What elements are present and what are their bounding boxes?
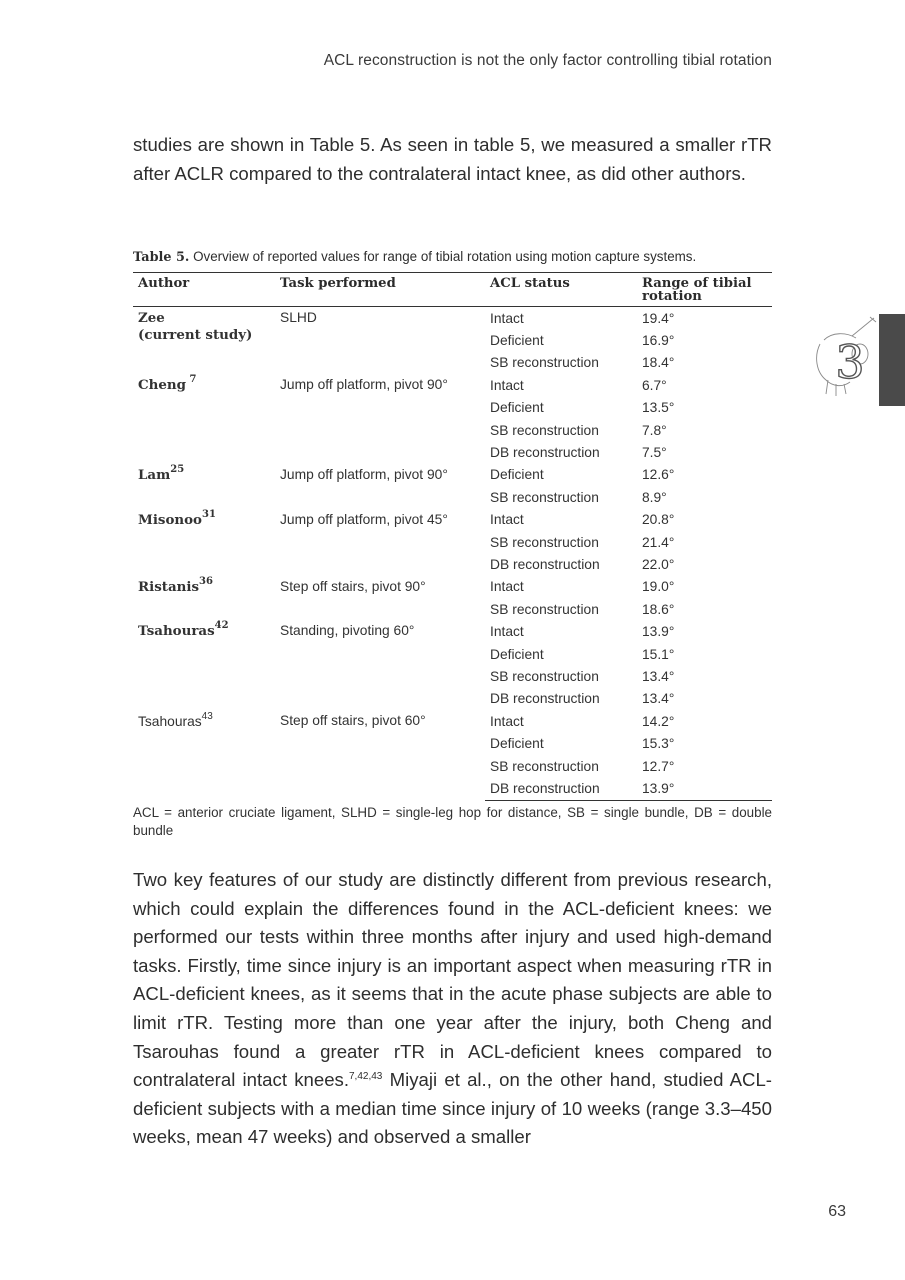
acl-status-cell: Deficient [490,646,544,662]
acl-status-cell: Deficient [490,736,544,752]
rotation-value-cell: 20.8° [642,512,675,528]
header-task: Task performed [280,276,396,291]
reference-superscript: 7 [186,374,197,386]
author-name: Ristanis [138,578,199,595]
acl-status-cell: SB reconstruction [490,668,599,684]
reference-superscript: 43 [201,711,213,723]
reference-superscript: 42 [214,620,229,632]
acl-status-cell: SB reconstruction [490,489,599,505]
rotation-value-cell: 7.5° [642,445,667,461]
acl-status-cell: Intact [490,579,524,595]
rotation-value-cell: 13.5° [642,400,675,416]
citation-superscript: 7,42,43 [349,1071,383,1083]
chapter-tab [879,314,905,406]
rotation-value-cell: 13.9° [642,624,675,640]
author-name: Cheng [138,377,187,394]
rotation-value-cell: 7.8° [642,422,667,438]
rotation-value-cell: 15.3° [642,736,675,752]
author-name: Tsahouras [138,623,215,640]
author-cell [133,307,275,375]
rotation-value-cell: 8.9° [642,489,667,505]
acl-status-cell: Deficient [490,333,544,349]
rotation-value-cell: 13.4° [642,691,675,707]
header-range: Range of tibial rotation [642,276,752,304]
header-acl-status: ACL status [490,276,570,291]
author-cell [133,576,275,621]
table-row [133,464,772,486]
task-cell: Step off stairs, pivot 90° [280,578,426,594]
table-row [133,509,772,531]
author-cell [133,620,275,710]
rotation-value-cell: 13.9° [637,777,772,800]
acl-status-cell: DB reconstruction [490,445,600,461]
acl-status-cell: SB reconstruction [490,422,599,438]
rotation-value-cell: 16.9° [642,333,675,349]
table-body [133,307,772,801]
table-caption-text: Overview of reported values for range of tibial rotation using motion capture systems. [189,249,697,264]
rotation-value-cell: 18.6° [642,601,675,617]
rotation-value-cell: 12.6° [642,467,675,483]
intro-paragraph: studies are shown in Table 5. As seen in table 5, we measured a smaller rTR after ACLR compared to the contralateral intact knee, as did other authors. [133,134,772,184]
acl-status-cell: DB reconstruction [485,777,637,800]
body-paragraph [133,866,772,1152]
acl-status-cell: Intact [490,512,524,528]
running-title: ACL reconstruction is not the only factor controlling tibial rotation [323,52,772,69]
author-name: Zee [138,310,165,326]
task-cell: SLHD [280,310,317,325]
acl-status-cell: Deficient [490,400,544,416]
reference-superscript: 36 [198,575,213,587]
task-cell: Standing, pivoting 60° [280,623,415,639]
rotation-value-cell: 12.7° [642,758,675,774]
acl-status-cell: DB reconstruction [490,556,600,572]
author-name: Misonoo [138,511,202,528]
author-cell [133,710,275,800]
rotation-value-cell: 19.0° [642,579,675,595]
page-number: 63 [828,1203,846,1220]
table-caption-label: Table 5. [133,250,190,265]
author-name: Lam [138,466,171,483]
table-row [133,374,772,396]
table-row [133,576,772,598]
task-cell: Step off stairs, pivot 60° [280,713,426,729]
author-cell [133,374,275,464]
rotation-value-cell: 21.4° [642,534,675,550]
task-cell: Jump off platform, pivot 90° [280,377,448,393]
table-footnote: ACL = anterior cruciate ligament, SLHD = single-leg hop for distance, SB = single bundle, DB = double bundle [133,804,772,838]
acl-status-cell: DB reconstruction [490,691,600,707]
rotation-value-cell: 6.7° [642,377,667,393]
table-row [133,620,772,642]
author-cell [133,509,275,576]
rotation-value-cell: 22.0° [642,556,675,572]
table-header-row [133,273,772,307]
rotation-value-cell: 19.4° [642,310,675,326]
acl-status-cell: Intact [490,310,524,326]
task-cell: Jump off platform, pivot 90° [280,466,448,482]
table-row [133,710,772,732]
reference-superscript: 25 [170,463,185,475]
body-text-continued: Miyaji et al., on the other hand, studied ACL-deficient subjects with a median time since injury of 10 weeks (range 3.3–450 weeks, mean 47 weeks) and observed a smaller [133,1069,772,1148]
knee-sketch-icon [808,314,880,406]
rotation-table [133,272,772,801]
chapter-number: 3 [835,335,865,389]
acl-status-cell: Intact [490,377,524,393]
acl-status-cell: Intact [490,713,524,729]
author-name: Tsahouras [138,714,202,730]
task-cell: Jump off platform, pivot 45° [280,511,448,527]
acl-status-cell: Intact [490,624,524,640]
table-5 [133,249,772,840]
body-text: Two key features of our study are distinctly different from previous research, which could explain the differences found in the ACL-deficient knees: we performed our tests within three months after injury and used high-demand tasks. Firstly, time since injury is an important aspect when measuring rTR in ACL-deficient knees, as it seems that in the acute phase subjects are able to limit rTR. Testing more than one year after the injury, both Cheng and Tsarouhas found a greater rTR in ACL-deficient knees compared to contralateral intact knees. [133,869,772,1091]
rotation-value-cell: 14.2° [642,713,675,729]
table-row [133,307,772,330]
acl-status-cell: SB reconstruction [490,355,599,371]
rotation-value-cell: 15.1° [642,646,675,662]
rotation-value-cell: 18.4° [642,355,675,371]
table-caption [133,249,772,265]
header-author: Author [138,276,190,291]
acl-status-cell: SB reconstruction [490,534,599,550]
rotation-value-cell: 13.4° [642,668,675,684]
acl-status-cell: SB reconstruction [490,601,599,617]
acl-status-cell: SB reconstruction [490,758,599,774]
reference-superscript: 31 [201,508,216,520]
acl-status-cell: Deficient [490,467,544,483]
chapter-emblem [808,314,880,406]
author-note: (current study) [138,327,253,343]
author-cell [133,464,275,509]
